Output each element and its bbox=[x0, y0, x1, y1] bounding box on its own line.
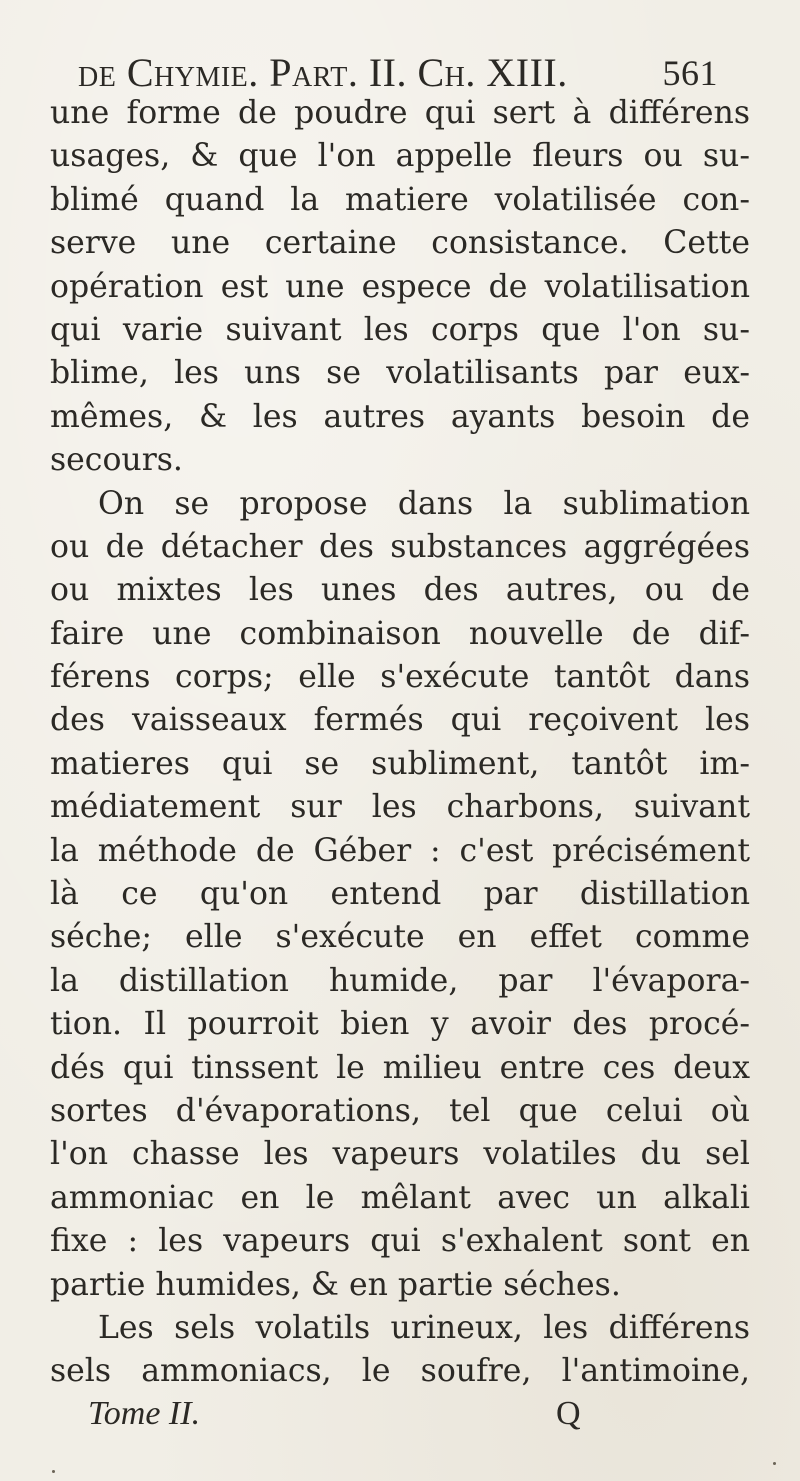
text-line: tion. Il pourroit bien y avoir des procé- bbox=[50, 1006, 750, 1043]
running-header bbox=[78, 48, 718, 98]
tome-label: Tome II. bbox=[88, 1395, 201, 1432]
text-line: férens corps; elle s'exécute tantôt dans bbox=[50, 659, 750, 696]
text-line: la méthode de Géber : c'est précisément bbox=[50, 832, 750, 869]
text-line: là ce qu'on entend par distillation bbox=[50, 876, 750, 913]
text-line: mêmes, & les autres ayants besoin de bbox=[50, 398, 750, 435]
text-line: blimé quand la matiere volatilisée con- bbox=[50, 181, 750, 218]
text-line: secours. bbox=[50, 442, 183, 479]
paper-speck bbox=[52, 1470, 55, 1473]
text-line: des vaisseaux fermés qui reçoivent les bbox=[50, 702, 750, 739]
text-line: la distillation humide, par l'évapora- bbox=[50, 962, 750, 999]
text-line: l'on chasse les vapeurs volatiles du sel bbox=[50, 1136, 750, 1173]
text-line: blime, les uns se volatilisants par eux- bbox=[50, 355, 750, 392]
body-text bbox=[50, 92, 750, 1394]
paragraph-start-line: Les sels volatils urineux, les différens bbox=[98, 1309, 750, 1346]
text-line: sels ammoniacs, le soufre, l'antimoine, bbox=[50, 1353, 750, 1390]
page-footer bbox=[88, 1390, 648, 1438]
text-line: opération est une espece de volatilisation bbox=[50, 268, 750, 305]
text-line: sortes d'évaporations, tel que celui où bbox=[50, 1092, 750, 1129]
paragraph-start-line: On se propose dans la sublimation bbox=[98, 485, 750, 522]
text-line: ou mixtes les unes des autres, ou de bbox=[50, 572, 750, 609]
text-line: faire une combinaison nouvelle de dif- bbox=[50, 615, 750, 652]
signature-mark: Q bbox=[556, 1395, 581, 1432]
text-line: médiatement sur les charbons, suivant bbox=[50, 789, 750, 826]
text-line: dés qui tinssent le milieu entre ces deux bbox=[50, 1049, 750, 1086]
text-line: séche; elle s'exécute en effet comme bbox=[50, 919, 750, 956]
text-line: ou de détacher des substances aggrégées bbox=[50, 528, 750, 565]
text-line: matieres qui se subliment, tantôt im- bbox=[50, 745, 750, 782]
text-line: fixe : les vapeurs qui s'exhalent sont en bbox=[50, 1223, 750, 1260]
running-title: de Chymie. Part. II. Ch. XIII. bbox=[78, 50, 568, 95]
text-line: usages, & que l'on appelle fleurs ou su- bbox=[50, 138, 750, 175]
text-line: serve une certaine consistance. Cette bbox=[50, 225, 750, 262]
text-line: une forme de poudre qui sert à différens bbox=[50, 95, 750, 131]
text-line: ammoniac en le mêlant avec un alkali bbox=[50, 1179, 750, 1216]
text-line: partie humides, & en partie séches. bbox=[50, 1266, 621, 1303]
page-number: 561 bbox=[662, 53, 718, 93]
paper-speck bbox=[773, 1462, 776, 1465]
text-line: qui varie suivant les corps que l'on su- bbox=[50, 311, 750, 348]
